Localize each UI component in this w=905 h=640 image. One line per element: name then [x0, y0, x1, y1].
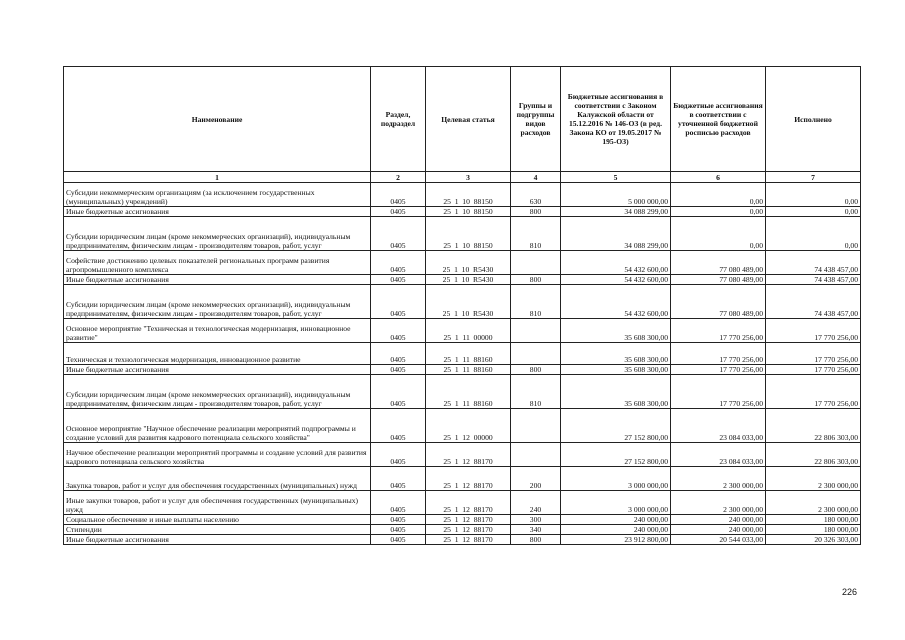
row-section: 0405: [371, 375, 426, 409]
row-law-allocation: 35 608 300,00: [561, 365, 671, 375]
table-row: [64, 365, 861, 375]
row-target: 25 1 12 88170: [426, 515, 511, 525]
table-row: [64, 535, 861, 545]
column-number: 3: [426, 172, 511, 183]
row-section: 0405: [371, 491, 426, 515]
row-group: 630: [511, 183, 561, 207]
row-law-allocation: 23 912 800,00: [561, 535, 671, 545]
row-revised-allocation: 23 084 033,00: [671, 409, 766, 443]
row-name: Закупка товаров, работ и услуг для обеспечения государственных (муниципальных) нужд: [64, 467, 371, 491]
row-target: 25 1 10 88150: [426, 217, 511, 251]
row-law-allocation: 35 608 300,00: [561, 343, 671, 365]
row-revised-allocation: 17 770 256,00: [671, 343, 766, 365]
column-number: 1: [64, 172, 371, 183]
column-number: 5: [561, 172, 671, 183]
row-law-allocation: 35 608 300,00: [561, 319, 671, 343]
row-revised-allocation: 77 080 489,00: [671, 285, 766, 319]
page-number: 226: [842, 587, 858, 597]
row-law-allocation: 240 000,00: [561, 525, 671, 535]
header-name: Наименование: [64, 67, 371, 172]
row-executed: 17 770 256,00: [766, 319, 861, 343]
row-executed: 17 770 256,00: [766, 343, 861, 365]
table-body: [64, 183, 861, 545]
header-executed: Исполнено: [766, 67, 861, 172]
row-group: 800: [511, 535, 561, 545]
row-law-allocation: 3 000 000,00: [561, 491, 671, 515]
row-revised-allocation: 0,00: [671, 217, 766, 251]
header-section: Раздел, подраздел: [371, 67, 426, 172]
row-target: 25 1 10 88150: [426, 207, 511, 217]
table-row: [64, 343, 861, 365]
column-number: 7: [766, 172, 861, 183]
row-group: [511, 443, 561, 467]
row-executed: 20 326 303,00: [766, 535, 861, 545]
header-target: Целевая статья: [426, 67, 511, 172]
row-target: 25 1 12 88170: [426, 467, 511, 491]
table-row: [64, 409, 861, 443]
table-row: [64, 467, 861, 491]
header-groups: Группы и подгруппы видов расходов: [511, 67, 561, 172]
row-group: [511, 319, 561, 343]
row-revised-allocation: 0,00: [671, 183, 766, 207]
row-law-allocation: 5 000 000,00: [561, 183, 671, 207]
row-group: 800: [511, 207, 561, 217]
table-row: [64, 275, 861, 285]
row-section: 0405: [371, 207, 426, 217]
row-target: 25 1 11 88160: [426, 365, 511, 375]
row-revised-allocation: 17 770 256,00: [671, 319, 766, 343]
row-revised-allocation: 20 544 033,00: [671, 535, 766, 545]
row-executed: 74 438 457,00: [766, 275, 861, 285]
row-name: Софействие достижению целевых показателей региональных программ развития агропромышленного комплекса: [64, 251, 371, 275]
row-name: Основное мероприятие "Техническая и технологическая модернизация, инновационное развитие": [64, 319, 371, 343]
row-name: Иные закупки товаров, работ и услуг для обеспечения государственных (муниципальных) нужд: [64, 491, 371, 515]
row-law-allocation: 240 000,00: [561, 515, 671, 525]
row-section: 0405: [371, 183, 426, 207]
row-executed: 22 806 303,00: [766, 443, 861, 467]
table-row: [64, 375, 861, 409]
table-row: [64, 183, 861, 207]
row-group: 200: [511, 467, 561, 491]
row-target: 25 1 11 88160: [426, 343, 511, 365]
table-row: [64, 217, 861, 251]
row-executed: 0,00: [766, 183, 861, 207]
row-section: 0405: [371, 365, 426, 375]
row-law-allocation: 27 152 800,00: [561, 443, 671, 467]
row-section: 0405: [371, 319, 426, 343]
row-section: 0405: [371, 343, 426, 365]
table-row: [64, 491, 861, 515]
row-name: Стипендии: [64, 525, 371, 535]
row-revised-allocation: 2 300 000,00: [671, 467, 766, 491]
row-group: [511, 251, 561, 275]
row-law-allocation: 27 152 800,00: [561, 409, 671, 443]
row-executed: 74 438 457,00: [766, 285, 861, 319]
row-group: 800: [511, 365, 561, 375]
row-target: 25 1 12 00000: [426, 409, 511, 443]
row-target: 25 1 12 88170: [426, 535, 511, 545]
row-executed: 74 438 457,00: [766, 251, 861, 275]
row-name: Субсидии юридическим лицам (кроме некоммерческих организаций), индивидуальным предпринимателям, физическим лицам - производителям товаров, работ, услуг: [64, 217, 371, 251]
row-name: Техническая и технологическая модернизация, инновационное развитие: [64, 343, 371, 365]
row-revised-allocation: 23 084 033,00: [671, 443, 766, 467]
row-target: 25 1 11 88160: [426, 375, 511, 409]
row-target: 25 1 10 88150: [426, 183, 511, 207]
row-law-allocation: 54 432 600,00: [561, 285, 671, 319]
row-name: Субсидии некоммерческим организациям (за исключением государственных (муниципальных) учреждений): [64, 183, 371, 207]
row-name: Иные бюджетные ассигнования: [64, 275, 371, 285]
row-executed: 22 806 303,00: [766, 409, 861, 443]
row-section: 0405: [371, 443, 426, 467]
row-section: 0405: [371, 535, 426, 545]
row-executed: 17 770 256,00: [766, 375, 861, 409]
row-revised-allocation: 0,00: [671, 207, 766, 217]
row-name: Субсидии юридическим лицам (кроме некоммерческих организаций), индивидуальным предпринимателям, физическим лицам - производителям товаров, работ, услуг: [64, 285, 371, 319]
row-group: 810: [511, 285, 561, 319]
row-revised-allocation: 2 300 000,00: [671, 491, 766, 515]
row-group: [511, 343, 561, 365]
row-name: Основное мероприятие "Научное обеспечение реализации мероприятий подпрограммы и создание условий для развития кадрового потенциала сельского хозяйства": [64, 409, 371, 443]
header-revised-allocation: Бюджетные ассигнования в соответствии с уточненной бюджетной росписью расходов: [671, 67, 766, 172]
row-target: 25 1 11 00000: [426, 319, 511, 343]
column-number: 6: [671, 172, 766, 183]
row-law-allocation: 54 432 600,00: [561, 251, 671, 275]
row-law-allocation: 54 432 600,00: [561, 275, 671, 285]
row-revised-allocation: 17 770 256,00: [671, 365, 766, 375]
row-executed: 180 000,00: [766, 515, 861, 525]
row-group: 300: [511, 515, 561, 525]
table-row: [64, 319, 861, 343]
row-group: 240: [511, 491, 561, 515]
row-target: 25 1 12 88170: [426, 525, 511, 535]
row-section: 0405: [371, 285, 426, 319]
budget-table: [63, 66, 861, 545]
row-name: Субсидии юридическим лицам (кроме некоммерческих организаций), индивидуальным предпринимателям, физическим лицам - производителям товаров, работ, услуг: [64, 375, 371, 409]
column-number-row: [64, 172, 861, 183]
row-group: 810: [511, 217, 561, 251]
row-law-allocation: 34 088 299,00: [561, 207, 671, 217]
row-section: 0405: [371, 515, 426, 525]
row-executed: 180 000,00: [766, 525, 861, 535]
row-executed: 0,00: [766, 217, 861, 251]
table-row: [64, 443, 861, 467]
row-name: Иные бюджетные ассигнования: [64, 207, 371, 217]
row-revised-allocation: 77 080 489,00: [671, 251, 766, 275]
table-row: [64, 207, 861, 217]
row-target: 25 1 12 88170: [426, 443, 511, 467]
table-row: [64, 285, 861, 319]
column-number: 4: [511, 172, 561, 183]
row-section: 0405: [371, 409, 426, 443]
row-target: 25 1 10 R5430: [426, 251, 511, 275]
row-law-allocation: 3 000 000,00: [561, 467, 671, 491]
table-row: [64, 525, 861, 535]
row-revised-allocation: 17 770 256,00: [671, 375, 766, 409]
column-number: 2: [371, 172, 426, 183]
row-executed: 0,00: [766, 207, 861, 217]
row-group: [511, 409, 561, 443]
row-group: 340: [511, 525, 561, 535]
row-target: 25 1 12 88170: [426, 491, 511, 515]
row-law-allocation: 35 608 300,00: [561, 375, 671, 409]
row-section: 0405: [371, 525, 426, 535]
row-revised-allocation: 240 000,00: [671, 515, 766, 525]
row-section: 0405: [371, 467, 426, 491]
row-target: 25 1 10 R5430: [426, 275, 511, 285]
row-section: 0405: [371, 251, 426, 275]
row-name: Иные бюджетные ассигнования: [64, 365, 371, 375]
table-row: [64, 515, 861, 525]
row-executed: 17 770 256,00: [766, 365, 861, 375]
row-group: 810: [511, 375, 561, 409]
row-name: Социальное обеспечение и иные выплаты населению: [64, 515, 371, 525]
row-name: Иные бюджетные ассигнования: [64, 535, 371, 545]
row-name: Научное обеспечение реализации мероприятий программы и создание условий для развития кадрового потенциала сельского хозяйства: [64, 443, 371, 467]
table-row: [64, 251, 861, 275]
row-executed: 2 300 000,00: [766, 467, 861, 491]
row-revised-allocation: 77 080 489,00: [671, 275, 766, 285]
header-law-allocation: Бюджетные ассигнования в соответствии с Законом Калужской области от 15.12.2016 № 146-ОЗ (в ред. Закона КО от 19.05.2017 № 195-ОЗ): [561, 67, 671, 172]
header-row: [64, 67, 861, 172]
row-group: 800: [511, 275, 561, 285]
row-section: 0405: [371, 217, 426, 251]
row-revised-allocation: 240 000,00: [671, 525, 766, 535]
row-section: 0405: [371, 275, 426, 285]
row-target: 25 1 10 R5430: [426, 285, 511, 319]
row-law-allocation: 34 088 299,00: [561, 217, 671, 251]
row-executed: 2 300 000,00: [766, 491, 861, 515]
